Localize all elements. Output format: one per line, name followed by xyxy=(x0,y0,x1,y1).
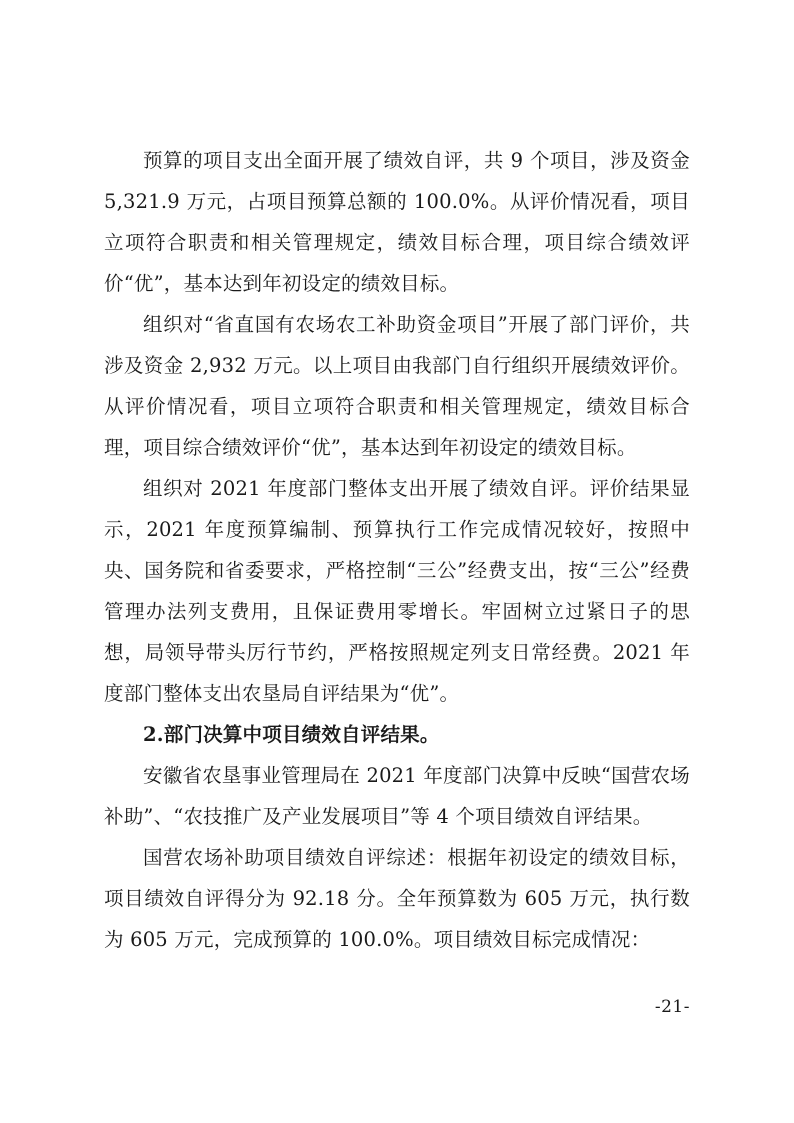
paragraph-3: 组织对 2021 年度部门整体支出开展了绩效自评。评价结果显示，2021 年度预算编制、预算执行工作完成情况较好，按照中央、国务院和省委要求，严格控制“三公”经费支出，按“三公”经费管理办法列支费用，且保证费用零增长。牢固树立过紧日子的思想，局领导带头厉行节约，严格按照规定列支日常经费。2021 年度部门整体支出农垦局自评结果为“优”。 xyxy=(104,477,690,705)
paragraph-2: 组织对“省直国有农场农工补助资金项目”开展了部门评价，共涉及资金 2,932 万元。以上项目由我部门自行组织开展绩效评价。从评价情况看，项目立项符合职责和相关管理规定，绩效目标合理，项目综合绩效评价“优”，基本达到年初设定的绩效目标。 xyxy=(104,313,690,459)
paragraph-5: 国营农场补助项目绩效自评综述：根据年初设定的绩效目标，项目绩效自评得分为 92.18 分。全年预算数为 605 万元，执行数为 605 万元，完成预算的 100.0%。项目绩效目标完成情况： xyxy=(104,846,690,951)
page-number: -21- xyxy=(654,997,690,1017)
document-body xyxy=(104,140,690,960)
paragraph-1: 预算的项目支出全面开展了绩效自评，共 9 个项目，涉及资金 5,321.9 万元，占项目预算总额的 100.0%。从评价情况看，项目立项符合职责和相关管理规定，绩效目标合理，项目综合绩效评价“优”，基本达到年初设定的绩效目标。 xyxy=(104,149,690,295)
section-heading-2: 2.部门决算中项目绩效自评结果。 xyxy=(143,723,440,746)
paragraph-4: 安徽省农垦事业管理局在 2021 年度部门决算中反映“国营农场补助”、“农技推广及产业发展项目”等 4 个项目绩效自评结果。 xyxy=(104,764,690,828)
